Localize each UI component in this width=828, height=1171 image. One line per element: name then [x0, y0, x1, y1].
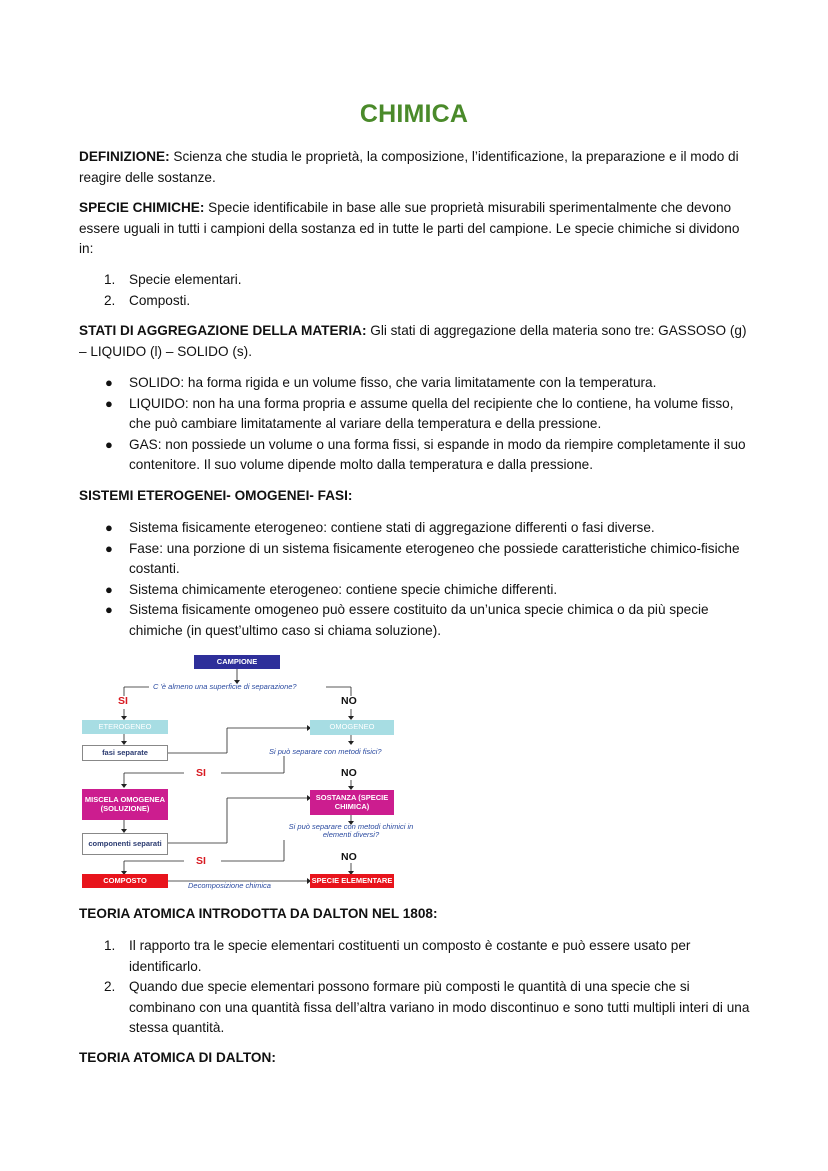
list-item: 2. Composti. [104, 292, 191, 308]
list-item: ● Fase: una porzione di un sistema fisicamente eterogeneo che possiede caratteristiche chimico-fisiche costanti. [105, 540, 740, 576]
definizione-label: DEFINIZIONE: [79, 149, 170, 164]
eterogeneo-box: ETEROGENEO [82, 720, 168, 734]
stati-list [79, 373, 754, 476]
fasi-separate-box: fasi separate [82, 745, 168, 761]
specie-text: Specie identificabile in base alle sue proprietà misurabili sperimentalmente che devono essere uguali in tutti i campioni della sostanza ed in tutte le parti del campione. Le specie chimiche si dividono in: [79, 200, 740, 256]
question-chemical-separation: Si può separare con metodi chimici in elementi diversi? [288, 822, 414, 839]
sostanza-box: SOSTANZA (SPECIE CHIMICA) [310, 790, 394, 815]
omogeneo-box: OMOGENEO [310, 720, 394, 735]
specie-paragraph [79, 198, 754, 260]
list-item: ● Sistema fisicamente eterogeneo: contiene stati di aggregazione differenti o fasi diverse. [105, 520, 655, 535]
teoria-dalton-1808-heading: TEORIA ATOMICA INTRODOTTA DA DALTON NEL 1808: [79, 906, 438, 921]
teoria-dalton-1808-list [79, 936, 754, 1039]
list-item: 2. Quando due specie elementari possono formare più composti le quantità di una specie che si combinano con una quantità fissa dell’altra variano in modo discontinuo e sono tutti multipli interi di una stessa quantità. [104, 979, 750, 1035]
no-label: NO [341, 767, 357, 779]
list-item: 1. Il rapporto tra le specie elementari costituenti un composto è costante e può essere usato per identificarlo. [104, 938, 691, 974]
specie-elementare-box: SPECIE ELEMENTARE [310, 874, 394, 888]
page-title: CHIMICA [359, 100, 469, 128]
definizione-paragraph [79, 147, 754, 188]
campione-box: CAMPIONE [194, 655, 280, 669]
sistemi-list [79, 518, 754, 641]
classification-diagram [79, 652, 419, 892]
si-label: SI [196, 767, 206, 779]
list-item: ● LIQUIDO: non ha una forma propria e assume quella del recipiente che lo contiene, ha volume fisso, che può cambiare limitatamente al variare della temperatura e della pressione. [105, 395, 734, 431]
list-item: ● Sistema fisicamente omogeneo può essere costituito da un’unica specie chimica o da più specie chimiche (in quest’ultimo caso si chiama soluzione). [105, 602, 709, 638]
composto-box: COMPOSTO [82, 874, 168, 888]
no-label: NO [341, 851, 357, 863]
componenti-separati-box: componenti separati [82, 833, 168, 855]
question-separation-surface: C 'è almeno una superficie di separazione? [153, 682, 297, 691]
list-item: 1. Specie elementari. [104, 272, 242, 287]
decomposizione-label: Decomposizione chimica [188, 881, 271, 890]
specie-label: SPECIE CHIMICHE: [79, 200, 205, 215]
list-item: ● GAS: non possiede un volume o una forma fissi, si espande in modo da riempire completamente il suo contenitore. Il suo volume dipende molto dalla temperatura e dalla pressione. [105, 436, 746, 472]
stati-paragraph [79, 321, 754, 362]
no-label: NO [341, 695, 357, 707]
si-label: SI [118, 695, 128, 707]
stati-label: STATI DI AGGREGAZIONE DELLA MATERIA: [79, 323, 367, 338]
question-physical-separation: Si può separare con metodi fisici? [269, 747, 382, 756]
specie-list [79, 270, 754, 311]
sistemi-heading: SISTEMI ETEROGENEI- OMOGENEI- FASI: [79, 488, 353, 503]
stati-text: Gli stati di aggregazione della materia sono tre: GASSOSO (g) – LIQUIDO (l) – SOLIDO (s). [79, 323, 747, 359]
list-item: ● SOLIDO: ha forma rigida e un volume fisso, che varia limitatamente con la temperatura. [105, 375, 657, 390]
si-label: SI [196, 855, 206, 867]
list-item: ● Sistema chimicamente eterogeneo: contiene specie chimiche differenti. [105, 581, 558, 597]
teoria-dalton-heading: TEORIA ATOMICA DI DALTON: [79, 1050, 276, 1065]
miscela-omogenea-box: MISCELA OMOGENEA (SOLUZIONE) [82, 789, 168, 820]
definizione-text: Scienza che studia le proprietà, la composizione, l’identificazione, la preparazione e il modo di reagire delle sostanze. [79, 149, 739, 185]
